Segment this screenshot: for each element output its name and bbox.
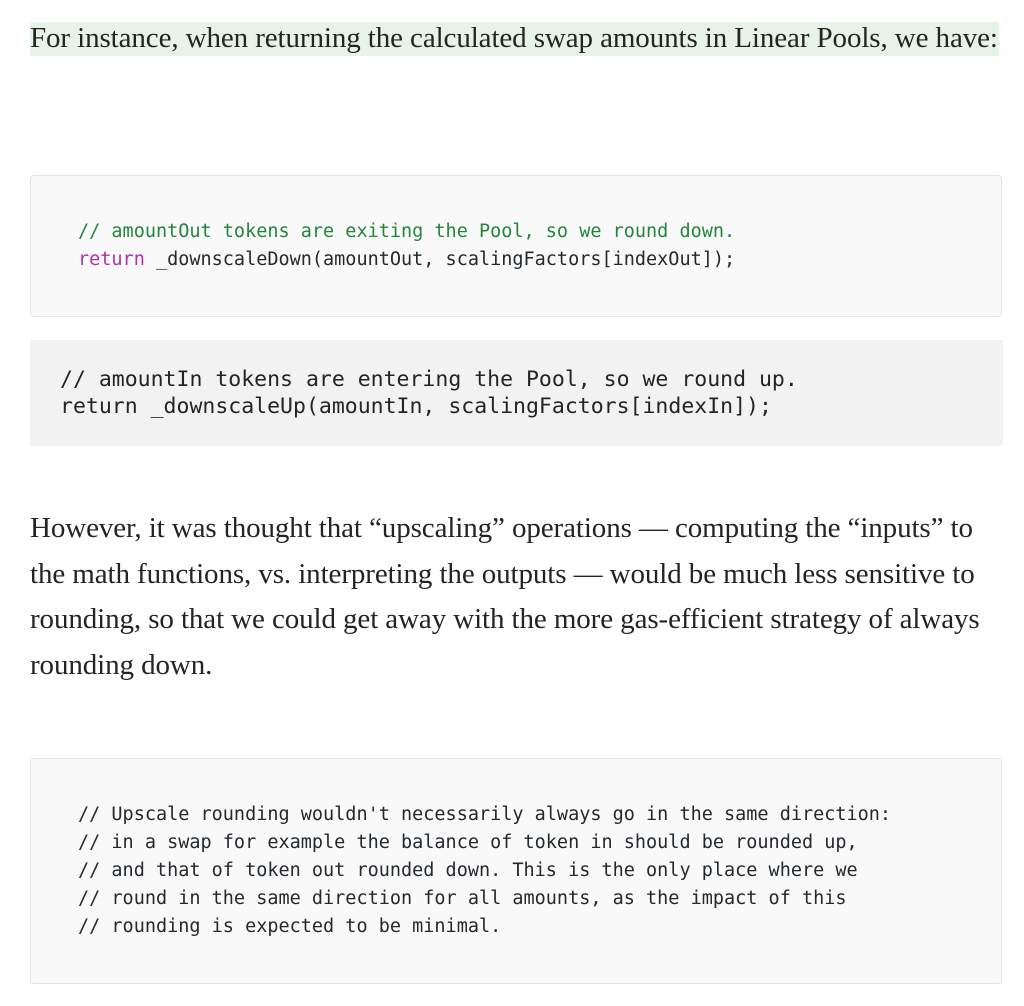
code-line: // round in the same direction for all amounts, as the impact of this — [78, 888, 847, 909]
code-line: // in a swap for example the balance of token in should be rounded up, — [78, 832, 858, 853]
code-line: // rounding is expected to be minimal. — [78, 916, 502, 937]
code-keyword: return — [78, 249, 145, 270]
code-line: // and that of token out rounded down. This is the only place where we — [78, 860, 858, 881]
code-line: // Upscale rounding wouldn't necessarily always go in the same direction: — [78, 804, 892, 825]
code-content — [60, 366, 1003, 420]
code-statement: _downscaleDown(amountOut, scalingFactors[indexOut]); — [144, 249, 736, 270]
code-block-amount-out[interactable] — [30, 175, 1002, 317]
code-line: return _downscaleUp(amountIn, scalingFactors[indexIn]); — [60, 394, 772, 419]
code-comment: // amountOut tokens are exiting the Pool, so we round down. — [78, 221, 736, 242]
code-content — [78, 218, 1001, 274]
highlighted-text[interactable]: For instance, when returning the calculated swap amounts in Linear Pools, we have: — [30, 22, 998, 54]
code-block-upscale-comment[interactable] — [30, 758, 1002, 984]
paragraph-upscaling: However, it was thought that “upscaling” operations — computing the “inputs” to the math functions, vs. interpreting the outputs — would be much less sensitive to rounding, so that we could get away with the more gas-efficient strategy of always rounding down. — [30, 512, 980, 681]
code-content — [78, 801, 1001, 941]
code-line: // amountIn tokens are entering the Pool, so we round up. — [60, 367, 798, 392]
paragraph-intro — [30, 16, 1004, 62]
code-block-amount-in[interactable] — [30, 340, 1003, 446]
